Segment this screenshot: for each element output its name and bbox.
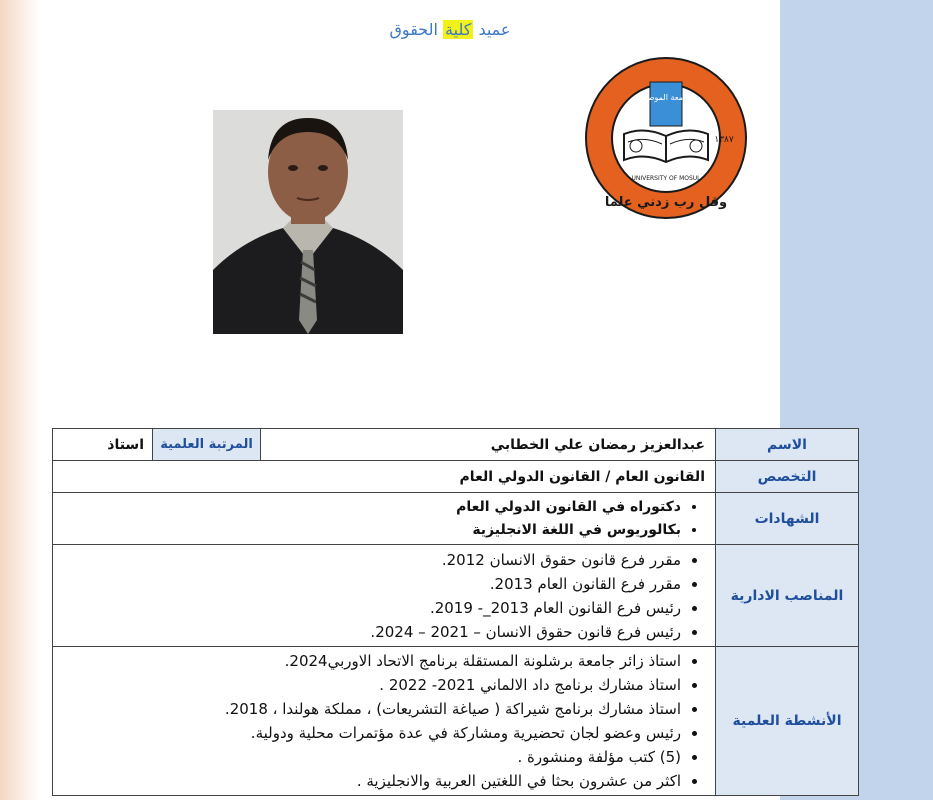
admin-item: • مقرر فرع القانون العام 2013.: [57, 572, 681, 596]
activity-item: • اكثر من عشرون بحثا في اللغتين العربية والانجليزية .: [57, 769, 681, 793]
degrees-list: [57, 496, 705, 542]
admin-list: [57, 548, 705, 644]
rank-value: استاذ: [53, 429, 153, 461]
name-value: عبدالعزيز رمضان علي الخطابي: [261, 429, 716, 461]
row-degrees: [53, 493, 859, 545]
university-logo: [584, 56, 748, 220]
degrees-label: الشهادات: [716, 493, 859, 545]
degrees-value: [53, 493, 716, 545]
degree-item: • بكالوريوس في اللغة الانجليزية: [57, 519, 681, 542]
logo-motto: وقل رب زدني علما: [604, 195, 728, 210]
row-admin: [53, 545, 859, 647]
page-edge-gradient: [0, 0, 40, 800]
activity-item: • استاذ مشارك برنامج داد الالماني 2021- 2022 .: [57, 673, 681, 697]
rank-label: المرتبة العلمية: [153, 429, 261, 461]
row-activities: [53, 647, 859, 796]
admin-item: • رئيس فرع القانون العام 2013_- 2019.: [57, 596, 681, 620]
name-label: الاسم: [716, 429, 859, 461]
activity-item: • (5) كتب مؤلفة ومنشورة .: [57, 745, 681, 769]
specialty-label: التخصص: [716, 461, 859, 493]
admin-item: • مقرر فرع قانون حقوق الانسان 2012.: [57, 548, 681, 572]
page-title: [300, 20, 600, 39]
title-suffix: الحقوق: [389, 20, 444, 39]
title-prefix: عميد: [473, 20, 511, 39]
logo-year: ١٣٨٧: [714, 135, 734, 145]
activities-value: [53, 647, 716, 796]
degree-item: • دكتوراه في القانون الدولي العام: [57, 496, 681, 519]
admin-item: • رئيس فرع قانون حقوق الانسان – 2021 – 2024.: [57, 620, 681, 644]
row-specialty: [53, 461, 859, 493]
logo-english-name: UNIVERSITY OF MOSUL: [631, 175, 701, 182]
row-name: [53, 429, 859, 461]
admin-value: [53, 545, 716, 647]
activity-item: • استاذ مشارك برنامج شيراكة ( صياغة التشريعات) ، مملكة هولندا ، 2018.: [57, 697, 681, 721]
activities-list: [57, 649, 705, 793]
admin-label: المناصب الادارية: [716, 545, 859, 647]
cv-table: [52, 428, 859, 796]
activity-item: • استاذ زائر جامعة برشلونة المستقلة برنامج الاتحاد الاوربي2024.: [57, 649, 681, 673]
title-highlight: كلية: [445, 20, 472, 39]
activity-item: • رئيس وعضو لجان تحضيرية ومشاركة في عدة مؤتمرات محلية ودولية.: [57, 721, 681, 745]
logo-arabic-name: جامعة الموصل: [641, 93, 691, 102]
specialty-value: القانون العام / القانون الدولي العام: [53, 461, 716, 493]
activities-label: الأنشطة العلمية: [716, 647, 859, 796]
portrait-photo: [213, 110, 403, 334]
